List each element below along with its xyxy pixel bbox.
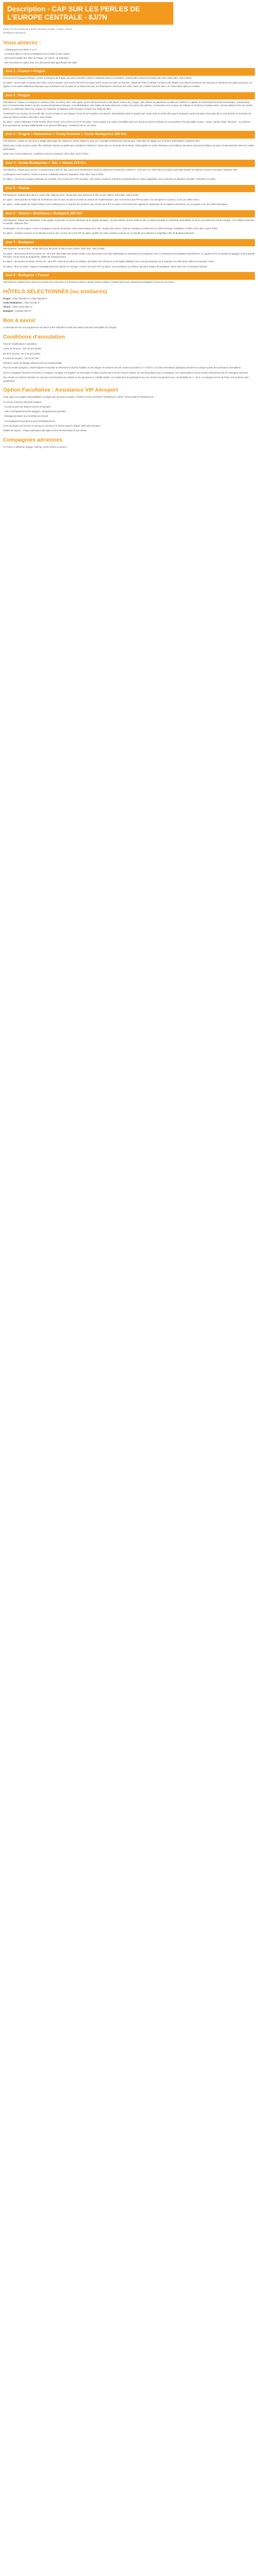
day-section (3, 210, 255, 235)
day-title: Jour 8 : Budapest > France (3, 272, 255, 279)
day-paragraph: Continuation vers l'Autriche. Arrivée à Vienne, installation dans les chambres. Dîner libre. Nuit à l'hôtel. (3, 173, 104, 176)
day-section (3, 131, 255, 156)
day-title: Jour 3 : Prague > Holasovice > Cesky Krumlov > Ceske Budejovice 200 Km (3, 131, 255, 138)
bonus-text: Le déroulement de nos programmes est donné à titre indicatif et l'ordre des visites peut être susceptible de changer. (3, 326, 117, 329)
airport-option-paragraph: Validité de l'option : chaque participant doit signer le bon de réservation le jour même. (3, 429, 87, 432)
intro-item: - L'hébergement en hôtels 3* et 4* (3, 48, 37, 51)
airlines-text: Air France, Lufthansa, Easyjet, Vueling, Czech Airlines ou autres... (3, 446, 69, 449)
day-section (3, 160, 255, 181)
day-paragraph: Continuation vers la place de la vieille ville, le pont Charles et ses statues, la tour de la Poudrière et le bastion, déambulation dans le quartier juif, entrée dans la vieille ville jusqu'à Vaclavske namesti la place Venceslas (là où s'est illustrée la révolution de velours). Retour à l'hôtel. Dîner libre. Nuit à l'hôtel. (3, 112, 251, 118)
airport-option-item: - Passage prioritaire aux contrôles de sécurité (3, 415, 49, 418)
conditions-paragraph: Nos circuits et croisières fluviales ne sont pas recommandés aux enfants et aux personnes à mobilité réduite. Les maximums de participants sur nos circuits sont garantis avec une flexibilité de +/- 10 %. Les départs se font de Paris et de province avec supplément. (3, 376, 249, 382)
intro-heading: Vous aimerez : (3, 39, 41, 46)
day-paragraph: En option : dîner et soirée Tzigane à Borkatakomba avec danses et musique / environ 60 euros P/P sur place. Vous assisterez au meilleur spectacle tzigane de Budapest ! Dîner avec vins et boissons incluses. (3, 265, 208, 268)
airport-option-item: - Aide à l'enregistrement des bagages, enregistrement prioritaire (3, 410, 67, 413)
airlines-section (3, 436, 255, 449)
hotels-heading: HÔTELS SÉLECTIONNÉS (ou similaires) (3, 288, 107, 295)
hotel-row: Vienne : Hôtel Lenas Wien 3* (3, 306, 33, 309)
conditions-item: À moins de 15 jours : 100 % de frais (3, 357, 39, 360)
day-paragraph: En option : Soirée folklorique à Folk Garden (dîner inclus) / prix environ 64 € P/P sur place. Venez passer une soirée inoubliable dans une ancienne taverne tchèque où vous goûterez les spécialités locales : soupe, viandes rôties, desserts... et profiterez d'un spectacle de musique traditionnelle et de danses folkloriques. Transferts A/R en car inclus. (3, 121, 251, 127)
day-paragraph: En option : découverte de Pest, environ 3h - 26 € P/P. Des halles aux petites ruelles, vous découvrirez une ville authentique en traversant la rue piétonne Váci, le Parlement et la basilique Saint-Étienne. Le quartier juif et sa grande synagogue, la plus grande d'Europe, seront aussi au programme. Billets de transport inclus. (3, 252, 255, 259)
day-paragraph: Petit déjeuner. Matinée libre (selon les horaires des vols) pour vos dernières visites et achats avant le départ. Transfert privé pour l'aéroport de Budapest. Envol vers la France. (3, 281, 175, 284)
day-paragraph: Envol pour le Royaume Tchèque. Arrivée à l'aéroport de Prague, accueil et transfert à l'hôtel. Installation dans les chambres. Journée libre (selon les horaires des vols). Dîner libre. Nuit à l'hôtel. (3, 77, 192, 80)
day-section (3, 239, 255, 269)
day-paragraph: Petit déjeuner. Départ pour Vienne, en passant par la ville de Telc, joyau de la Renaissance inscrit au patrimoine mondial de l'UNESCO. Arrêt pour une visite libre de sa place principale bordée de maisons colorées à arcades. Déjeuner libre. (3, 168, 238, 171)
day-title: Jour 1 : France > Prague (3, 68, 255, 75)
intro-item: - Découverte guidée des villes de Prague, de Vienne, de Bratislava (3, 57, 69, 60)
airport-option-item: - Accueil au point de départ convenu à l'aéroport (3, 405, 51, 408)
day-paragraph: En option : Visite guidée de l'Opéra d'État et de la Hofburg avec le quartier des musées / prix environ 55 € P/P sur place. Découverte des splendeurs impériales de la capitale autrichienne, de ses palais et de ses cafés historiques. (3, 203, 228, 206)
conditions-item: De 30 à 15 jours : 85 % du prix global (3, 352, 40, 355)
intro-item: - 2 journées libres à Vienne et Budapest pour profiter à votre rythme (3, 53, 70, 56)
day-paragraph: Petit déjeuner. Départ pour Bratislava. Visite guidée à pied dans le centre historique de la capitale slovaque : la porte Michel, l'ancien hôtel de ville, le palais primatial, la cathédrale Saint-Martin où furent couronnés les rois de Hongrie, et le château dominant le Danube. Déjeuner libre. (3, 218, 254, 225)
airlines-heading: Compagnies aériennes (3, 436, 62, 443)
day-title: Jour 4 : Ceske Budejovice > Telc > Vienne 270 Km (3, 160, 255, 167)
day-paragraph: Petit déjeuner. Départ en transport en commun (tram ou métro), avec votre guide, pour la découverte de la ville (durée environ 4h). Prague, ville classée au patrimoine mondial de l'UNESCO, capitale du Saint-Empire Romain Germanique, à Malostrana, avec la monumentale Strahov, ancien couvent d'expression baroque, et sa bibliothèque, puis l'église de Notre-Dame de Lorette, très prisée des pèlerins. Continuation vers la place du Château et Hradcany, le palais sainte, l'ancien palais du Roi, les ruelles dorées, la cathédrale Saint-Guy, la place de Hradcany, la basilique Saint-Georges et Saint Guy. Déjeuner libre. (3, 100, 253, 110)
day-paragraph: Route vers Ceske Budejovice. Installation dans les chambres. Dîner libre. Nuit à l'hôtel. (3, 152, 89, 156)
day-paragraph: Petit déjeuner. Journée libre. Temps libre pour découvrir la ville à votre rythme. Dîner libre. Nuit à l'hôtel. (3, 247, 105, 250)
day-paragraph: Départ pour Cesky Krumlov, petite ville médiévale classée au patrimoine mondial de l'UNESCO, située dans un méandre de la Vltava. Visite guidée du centre historique et du château, deuxième plus grand château du pays. Promenade libre dans les ruelles pittoresques. (3, 144, 254, 151)
conditions-intro: Frais de modifications / annulation : (3, 343, 38, 346)
bonus-section (3, 316, 255, 330)
day-section (3, 68, 255, 88)
intro-list (3, 48, 255, 64)
conditions-section (3, 333, 255, 383)
day-title: Jour 6 : Vienne > Bratislava > Budapest 280 Km (3, 210, 255, 217)
day-paragraph: En option : promenade en bateau avec dîner et bus musique / prix environ 50 € P/P sur place (selon horaire de votre vol d'arrivée, départ de l'hôtel à 19h00). Pendant cette balade vous dînerez (boissons non incluses) et admirerez les palais baroques, les églises, et les autres bâtiments historiques qui se dressent sur les quais de la Vltava ainsi que les illuminations nocturnes de la ville. Durée 3h. 2 billets inclus de tram A-R. Retour libre après la croisière. (3, 81, 252, 88)
airport-option-item: - Accompagnement jusqu'à la porte d'embarquement (3, 419, 55, 422)
day-section (3, 272, 255, 284)
day-section (3, 185, 255, 207)
page-title: Description - CAP SUR LES PERLES DE L'EUROPE CENTRALE - 8J/7N (7, 5, 140, 22)
conditions-item: Attention, l'ajout de bagage optionnel est non remboursable. (3, 362, 62, 365)
hotel-row: Ceske Budejovice : Hôtel Dvorak 4* (3, 301, 40, 304)
conditions-item: À plus de 30 jours : 35% du prix global (3, 347, 41, 350)
hotel-row: Budapest : Canada Hôtel 3* (3, 310, 31, 313)
airport-option-paragraph: Cette option est valable UNIQUEMENT au départ des aéroports suivants : PARIS / LYON / NANTES / MARSEILLE / NICE / TOULOUSE ET BORDEAUX. (3, 396, 154, 399)
day-title: Jour 2 : Prague (3, 92, 255, 99)
day-section (3, 92, 255, 128)
day-paragraph: En option : découverte de Buda, environ 3h - 26 € P/P. Visite de la colline du château, du bastion des Pêcheurs et de l'église Matthias, avec vue panoramique sur le Danube et la ville basse. Billets de transport inclus. (3, 260, 215, 263)
day-paragraph: En option : croisière nocturne sur le Danube (environ 1h) / environ 40 euros P/P sur place, profitez de cette croisière nocturne sur le Danube pour admirer la magnifique ville de Budapest illuminée. (3, 231, 196, 234)
page-subtitle: Partez à la découverte de 4 perles d'Europe centrale : Prague, Vienne, Bratislava et Budapest. (3, 28, 73, 35)
day-title: Jour 7 : Budapest (3, 239, 255, 246)
day-paragraph: Continuation vers la Hongrie. Arrivée à Budapest, la perle du Danube, visite panoramique de la ville : la place des Héros, l'avenue Andrássy, le Parlement, la colline de Buda. Installation à l'hôtel. Dîner libre. Nuit à l'hôtel. (3, 227, 218, 230)
hotels-section (3, 287, 255, 313)
airport-option-paragraph: Ce service inclut les éléments suivants : (3, 400, 43, 403)
intro-section (3, 39, 255, 65)
itinerary (3, 68, 255, 284)
conditions-paragraph: Pour les ventes groupées, Travel Explorer et Ryanair se réservent le droit de modifier ou de changer les horaires de vols. Seuls les horaires à J-7 font foi. Les frais d'annulation appliqués prennent en compte la date de la demande d'annulation. (3, 366, 241, 369)
airport-option-paragraph: Il est nécessaire de réserver ce service au minimum 72 heures avant le départ. Tarif selon aéroport. (3, 424, 101, 427)
airport-option-heading: Option Facultative : Assistance VIP Aéroport (3, 387, 118, 394)
bonus-heading: Bon à savoir (3, 317, 36, 324)
conditions-heading: Conditions d'annulation (3, 333, 65, 340)
hotel-row: Prague : Hôtel Olsanka 4* / Hôtel Olympik 4* (3, 297, 48, 300)
day-paragraph: Petit déjeuner. Départ en bus pour le village pittoresque de Holasovice classé UNESCO pour son ensemble architectural rural baroque. Visite libre du village aux 23 fermes authentiques. Déjeuner libre. (3, 140, 201, 143)
day-paragraph: En option : Concert de musique classique au Kursalon / prix environ 52 € P/P sur place. Une soirée consacrée à Strauss et Mozart dans un cadre magnifique, avec musiciens et danseurs de ballet. Transferts en métro. (3, 178, 216, 181)
day-title: Jour 5 : Vienne (3, 185, 255, 192)
title-banner (3, 2, 173, 25)
intro-item: - Des excursions en option pour une découverte plus approfondie des villes (3, 61, 77, 64)
airport-option-section (3, 386, 255, 433)
conditions-paragraph: Vol sur compagnie aérienne RYANAIR, le voyageur s'engage à enregistrer sa réservation en ligne au plus tard 2 heures avant le départ. En cas d'annulation par la compagnie, les compensations seront versées directement par la compagnie aérienne. (3, 371, 249, 374)
day-paragraph: Petit déjeuner. Matinée libre dans le centre-ville. Déjeuner libre. Temps libre pour découvrir la ville à votre rythme. Dîner libre. Nuit à l'hôtel. (3, 193, 139, 196)
day-paragraph: En option : Demi-journée au Palais de Schönbrunn (60 mn avec écouteur) et visite du manoir de Hundertwasser / prix environ 50 euros P/P sur place / En transport en commun, ou en car, billets inclus. (3, 198, 200, 201)
hotels-list (3, 297, 255, 313)
